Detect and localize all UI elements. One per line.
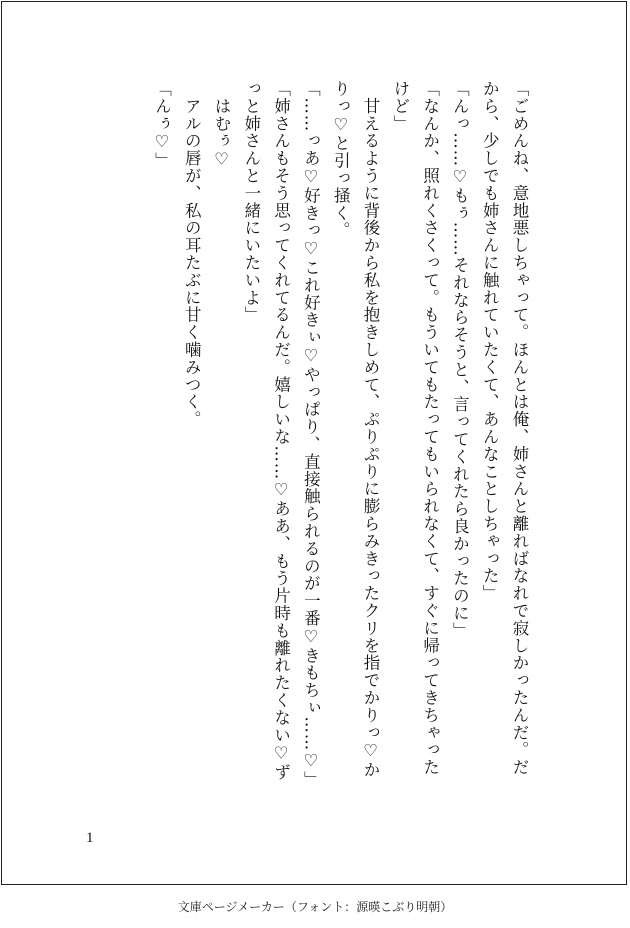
text-line: 甘えるように背後から私を抱きしめて、ぷりぷりに膨らみきったクリを指でかりっ♡かりっ♡と引っ掻く。 xyxy=(331,80,381,779)
text-line: 「なんか、照れくさくって。もういてもたってもいられなくて、すぐに帰ってきちゃったけど」 xyxy=(390,80,440,776)
page-frame xyxy=(1,1,627,885)
footer-credit: 文庫ページメーカー（フォント：源暎こぶり明朝） xyxy=(177,900,453,914)
text-line: 「姉さんもそう思ってくれてるんだ。嬉しいな……♡ああ、もう片時も離れたくない♡ずっと姉さんと一緒にいたいよ」 xyxy=(241,80,291,781)
text-line: 「んぅ♡」 xyxy=(152,80,172,170)
page-number: 1 xyxy=(86,830,94,846)
body-text xyxy=(74,80,534,790)
text-line: アルの唇が、私の耳たぶに甘く噛みつく。 xyxy=(182,80,202,428)
text-line: 「……っあ♡好きっ♡これ好きぃ♡やっぱり、直接触られるのが一番♡きもちぃ……♡」 xyxy=(301,80,321,789)
text-line: 「ごめんね、意地悪しちゃって。ほんとは俺、姉さんと離ればなれで寂しかったんだ。だから、少しでも姉さんに触れていたくて、あんなことしちゃった」 xyxy=(480,80,529,776)
text-line: はむぅ♡ xyxy=(212,80,232,170)
text-line: 「んっ……♡もぅ……それならそうと、言ってくれたら良かったのに」 xyxy=(450,80,470,640)
